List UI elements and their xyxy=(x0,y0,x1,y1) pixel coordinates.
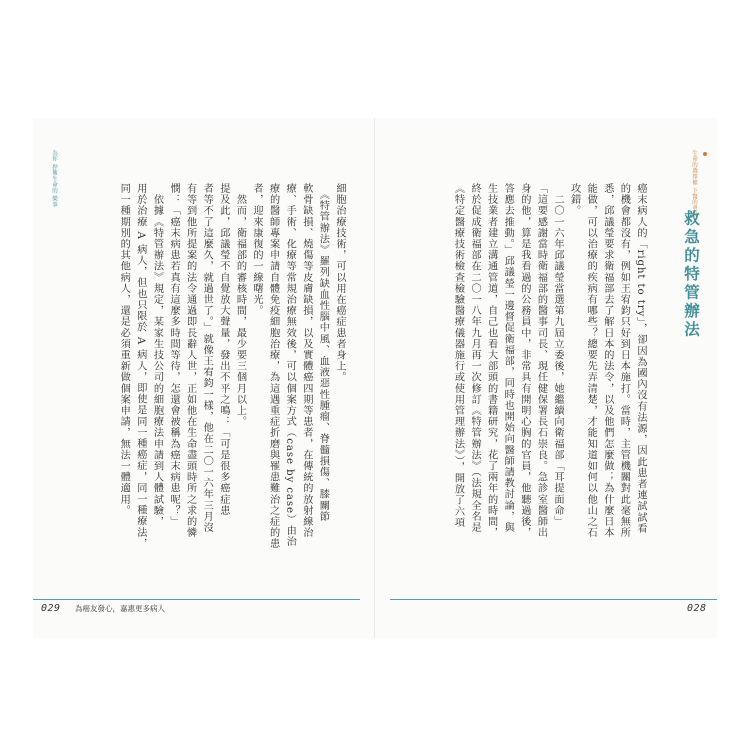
text-line: 者等不了這麼久，就過世了。」就像王宥鈞一樣，他在二〇一六年三月沒 xyxy=(201,183,213,534)
text-line: 細胞治療技術，可以用在癌症患者身上。 xyxy=(334,183,345,383)
running-footer-title: 為癌友發心，嘉惠更多病人 xyxy=(75,604,165,613)
text-line: 「這要感謝當時衛福部的醫事司長、現任健保署長石崇良。急診室醫師出 xyxy=(535,183,547,539)
page-number-left: 029 xyxy=(41,603,61,614)
text-line: 悉，邱議瑩要求衛福部去了解日本的法令，以及他們怎麼做；為什麼日本 xyxy=(601,183,613,539)
text-line: 終於促成衛福部在二〇一八年九月再一次修訂《特管辦法》（法規全名是 xyxy=(469,183,481,534)
text-line: 身的他，算是我看過的公務員中，非常具有開明心胸的官員，他聽過後， xyxy=(518,183,530,539)
text-line: 提及此，邱議瑩不自覺放大聲量，發出不平之鳴：「可是很多癌症患 xyxy=(217,183,229,516)
chapter-ornament-icon xyxy=(703,152,707,156)
part-label-left: 為你 捍衛生命的 樂事 xyxy=(51,150,57,208)
text-line: 生技業者建立溝通管道，自己也看大部頭的書籍研究，花了兩年的時間， xyxy=(485,183,497,539)
text-line: 軟骨缺損、燒傷等皮膚缺損，以及實體癌四期等患者，在傳統的放射線治 xyxy=(300,183,312,539)
text-line: 療的醫師專案申請自體免疫細胞治療，為這遇重症折磨與罹患難治之症的患 xyxy=(267,183,279,550)
text-line: 二〇一六年邱議瑩當選第九屆立委後，她繼續向衛福部「耳提面命」 xyxy=(552,183,564,528)
text-line: 用於治療 A 病人，但也只限於 A 病人，即使是同一種癌症，同一種療法， xyxy=(134,183,146,550)
text-line: 《特定醫療技術檢查檢驗醫療儀器施行或使用管理辦法》），開放了六項 xyxy=(452,183,464,528)
section-heading: 救急的特管辦法 xyxy=(682,210,700,340)
text-line: 《特管辦法》羅列缺血性腦中風、血液惡性腫瘤、脊髓損傷、膝關節 xyxy=(317,183,329,522)
text-line: 答應去推動。」邱議瑩一邊督促衛福部，同時也開始向醫師請教討論，與 xyxy=(502,183,514,534)
text-line: 能做，可以治療的疾病有哪些？總要先弄清楚，才能知道如何以他山之石 xyxy=(585,183,597,539)
text-line: 療、手術、化療等常規治療無效後，可以個案方式（case by case）由治 xyxy=(284,183,296,548)
text-line: 攻錯。 xyxy=(568,183,580,217)
text-line: 的機會都沒有，例如王宥鈞只好到日本施打。當時，主管機關對此毫無所 xyxy=(618,183,630,539)
text-line: 同一種期別的其他病人，還是必須重新做個案申請，無法一體適用。 xyxy=(118,183,130,516)
text-line: 然而，衛福部的審核時間，最少要三個月以上。 xyxy=(234,183,246,428)
text-line: 有等到他所提案的法令通過即長辭人世，正如他在生命盡頭時所之求的憐 xyxy=(184,183,196,539)
page-number-right: 028 xyxy=(687,603,707,614)
footer-rule-right xyxy=(390,599,717,600)
gutter xyxy=(374,118,375,638)
left-page-body xyxy=(83,183,347,583)
text-line: 者，迎來康復的一線曙光。 xyxy=(251,183,263,317)
part-label-right: 生命的選擇權 下醫的勇氣 xyxy=(691,150,697,218)
text-line: 憫：「癌末病患若真有這麼多時間等待，怎還會被稱為癌末病患呢？」 xyxy=(168,183,180,528)
footer-rule-left xyxy=(33,599,360,600)
text-line: 依據《特管辦法》規定，某家生技公司的細胞療法申請到人體試驗， xyxy=(151,183,163,528)
text-line: 癌末病人的「right to try」，卻因為國內沒有法源，因此患者連試試看 xyxy=(635,183,646,535)
right-page-body xyxy=(454,183,648,583)
